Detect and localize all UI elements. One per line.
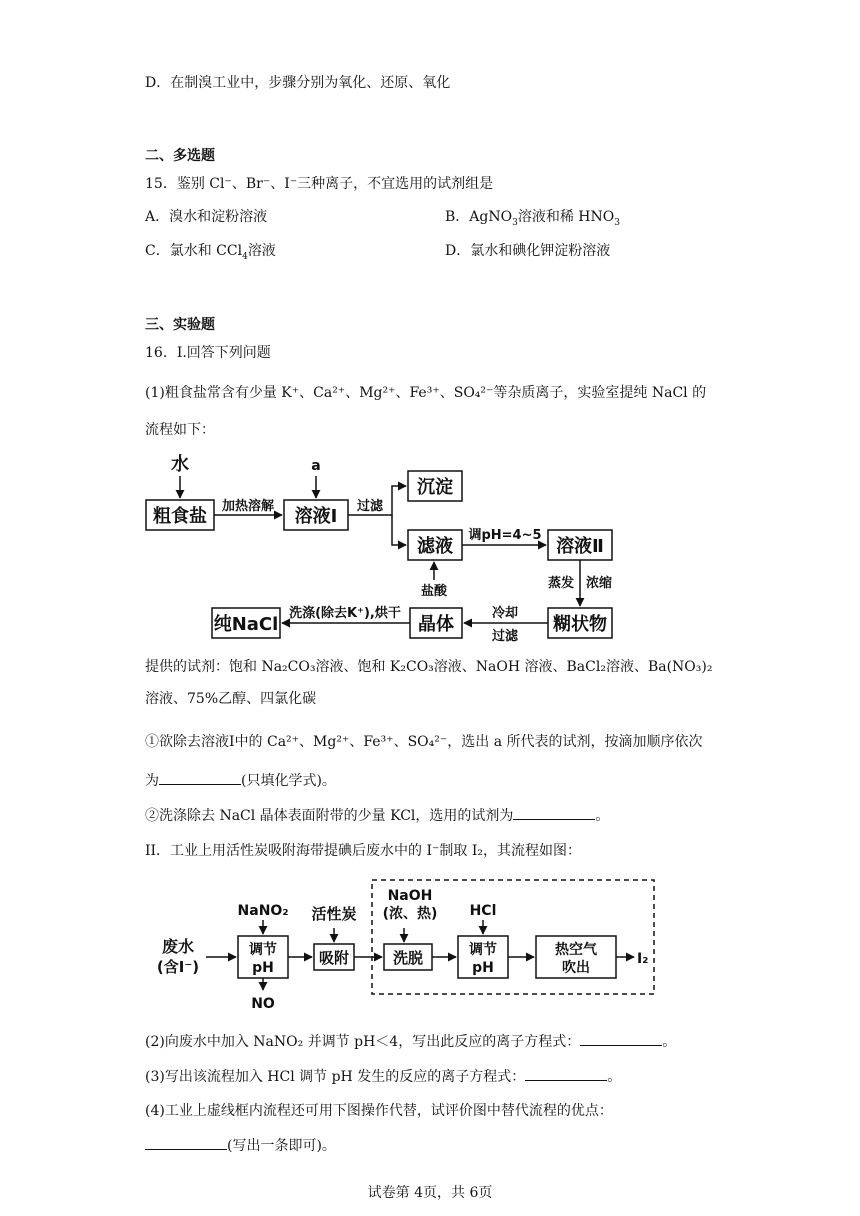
flow1-paste-box: 糊状物 — [553, 614, 607, 635]
flow1-water-label: 水 — [171, 454, 189, 475]
answer-blank-2 — [580, 1031, 662, 1046]
q16-subq1a-line1: ①欲除去溶液Ⅰ中的 Ca²⁺、Mg²⁺、Fe³⁺、SO₄²⁻，选出 a 所代表的试剂，按滴加顺序依次 — [145, 734, 703, 750]
flow1-filtrate-box: 滤液 — [417, 536, 453, 557]
flow2-adjust1-box-line2: pH — [252, 960, 274, 976]
flow1-wash-label: 洗涤(除去K⁺),烘干 — [289, 606, 401, 621]
answer-blank-1a — [159, 770, 241, 785]
flow1-crude-salt-box: 粗食盐 — [153, 506, 207, 527]
flow2-nano2-label: NaNO₂ — [237, 903, 289, 919]
flow1-cool-label: 冷却 — [491, 606, 519, 621]
nacl-purification-flowchart — [0, 448, 860, 648]
q16-reagents-line2: 溶液、75%乙醇、四氯化碳 — [145, 691, 317, 707]
q14-option-d: D．在制溴工业中，步骤分别为氧化、还原、氧化 — [145, 75, 451, 91]
flow1-solution1-box: 溶液Ⅰ — [294, 506, 338, 527]
flow1-pure-nacl-box: 纯NaCl — [213, 614, 279, 635]
flow1-evaporate-label: 蒸发 — [547, 576, 574, 591]
flow2-carbon-label: 活性炭 — [311, 905, 357, 923]
q16-part1-line2: 流程如下： — [145, 422, 215, 438]
page-footer: 试卷第 4页，共 6页 — [367, 1185, 493, 1201]
q16-subq2: (2)向废水中加入 NaNO₂ 并调节 pH＜4，写出此反应的离子方程式： 。 — [145, 1031, 676, 1052]
flow2-hcl-label: HCl — [469, 903, 497, 919]
section-title-experiment: 三、实验题 — [145, 317, 215, 333]
flow1-crystal-box: 晶体 — [418, 614, 454, 635]
flow1-hcl-label: 盐酸 — [420, 584, 448, 599]
flow1-solution2-box: 溶液Ⅱ — [556, 536, 604, 557]
q16-subq1b: ②洗涤除去 NaCl 晶体表面附带的少量 KCl，选用的试剂为 。 — [145, 805, 609, 826]
q15-option-c: C．氯水和 CCl$_4$溶液 — [145, 243, 276, 262]
flow2-adjust2-box-line1: 调节 — [469, 942, 497, 958]
flow1-precipitate-box: 沉淀 — [417, 477, 453, 498]
q16-subq3: (3)写出该流程加入 HCl 调节 pH 发生的反应的离子方程式： 。 — [145, 1066, 621, 1087]
q15-stem: 15．鉴别 Cl⁻、Br⁻、I⁻三种离子，不宜选用的试剂组是 — [145, 176, 494, 192]
section-title-multi-choice: 二、多选题 — [145, 148, 215, 164]
answer-blank-1b — [513, 805, 595, 820]
q16-subq4-line2: (写出一条即可)。 — [145, 1135, 336, 1156]
flow1-reagent-a-label: a — [311, 458, 321, 474]
flow2-naoh-label: NaOH — [387, 888, 433, 904]
q15-option-d: D．氯水和碘化钾淀粉溶液 — [445, 243, 611, 259]
q16-part1-line1: (1)粗食盐常含有少量 K⁺、Ca²⁺、Mg²⁺、Fe³⁺、SO₄²⁻等杂质离子，实验室提纯 NaCl 的 — [145, 385, 707, 401]
flow2-i2-label: I₂ — [637, 951, 649, 967]
flow2-elute-box: 洗脱 — [392, 949, 424, 967]
flow1-concentrate-label: 浓缩 — [586, 576, 613, 591]
flow2-wastewater-note: (含I⁻) — [156, 958, 200, 976]
q16-subq1a-line2: 为 (只填化学式)。 — [145, 770, 336, 791]
flow1-filter2-label: 过滤 — [491, 629, 519, 644]
flow2-no-label: NO — [251, 996, 275, 1012]
flow2-adjust1-box-line1: 调节 — [249, 942, 277, 958]
q16-subq4-line1: (4)工业上虚线框内流程还可用下图操作代替，试评价图中替代流程的优点： — [145, 1103, 613, 1119]
q16-stem: 16．I.回答下列问题 — [145, 345, 271, 361]
flow2-hotair-box-line1: 热空气 — [555, 942, 597, 958]
q15-option-a: A．溴水和淀粉溶液 — [145, 209, 268, 225]
q15-option-b: B．AgNO$_3$溶液和稀 $HNO_3$ — [445, 209, 620, 228]
flow1-filter1-label: 过滤 — [356, 499, 384, 514]
flow1-adjust-ph-label: 调pH=4~5 — [468, 528, 542, 543]
flow2-wastewater-label: 废水 — [161, 937, 195, 956]
flow2-adjust2-box-line2: pH — [472, 960, 494, 976]
flow1-heat-dissolve-label: 加热溶解 — [221, 499, 275, 514]
q16-part2-intro: II．工业上用活性炭吸附海带提碘后废水中的 I⁻制取 I₂，其流程如图： — [145, 843, 582, 859]
answer-blank-4 — [145, 1135, 227, 1150]
q16-reagents-line1: 提供的试剂：饱和 Na₂CO₃溶液、饱和 K₂CO₃溶液、NaOH 溶液、BaCl₂溶液、Ba(NO₃)₂ — [145, 659, 713, 675]
iodine-extraction-flowchart — [0, 872, 860, 1022]
flow2-adsorb-box: 吸附 — [318, 949, 350, 967]
flow2-hotair-box-line2: 吹出 — [562, 960, 590, 976]
flow2-naoh-condition: (浓、热) — [382, 906, 438, 922]
answer-blank-3 — [525, 1066, 607, 1081]
